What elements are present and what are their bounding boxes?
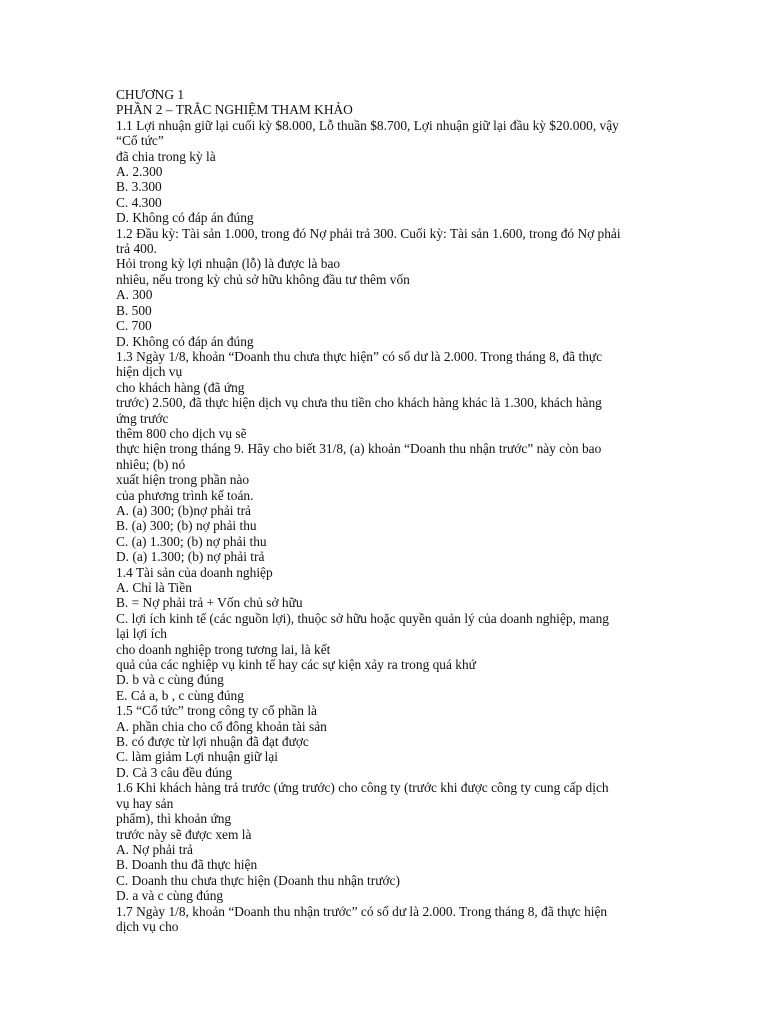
text-line: nhiêu; (b) nó (116, 456, 186, 472)
text-line: B. Doanh thu đã thực hiện (116, 857, 258, 873)
text-line: nhiêu, nếu trong kỳ chủ sở hữu không đầu tư thêm vốn (116, 271, 410, 287)
text-line: cho doanh nghiệp trong tương lai, là kết (116, 641, 331, 657)
text-line: 1.6 Khi khách hàng trả trước (ứng trước) cho công ty (trước khi được công ty cung cấp dịch (116, 780, 609, 796)
text-line: vụ hay sản (116, 795, 174, 811)
text-line: D. Không có đáp án đúng (116, 333, 254, 349)
text-line: D. Không có đáp án đúng (116, 210, 254, 226)
text-line: 1.7 Ngày 1/8, khoản “Doanh thu nhận trước” có số dư là 2.000. Trong tháng 8, đã thực hiện (116, 903, 608, 919)
text-line: trả 400. (116, 241, 157, 257)
text-line: hiện dịch vụ (116, 364, 183, 380)
text-line: D. Cả 3 câu đều đúng (116, 764, 233, 780)
text-line: Hỏi trong kỳ lợi nhuận (lỗ) là được là bao (116, 256, 341, 272)
text-line: D. (a) 1.300; (b) nợ phải trả (116, 549, 265, 565)
text-line: xuất hiện trong phần nào (116, 472, 250, 488)
text-line: cho khách hàng (đã ứng (116, 379, 245, 395)
text-line: E. Cả a, b , c cùng đúng (116, 687, 244, 703)
text-line: 1.5 “Cổ tức” trong công ty cổ phần là (116, 703, 317, 719)
text-line: B. (a) 300; (b) nợ phải thu (116, 518, 257, 534)
text-line: thực hiện trong tháng 9. Hãy cho biết 31/8, (a) khoản “Doanh thu nhận trước” này còn bao (116, 441, 602, 457)
text-line: D. a và c cùng đúng (116, 888, 224, 904)
text-line: phẩm), thì khoản ứng (116, 811, 232, 827)
text-line: A. Chỉ là Tiền (116, 580, 192, 595)
text-line: C. Doanh thu chưa thực hiện (Doanh thu nhận trước) (116, 872, 400, 888)
text-line: 1.4 Tài sản của doanh nghiệp (116, 564, 273, 580)
text-line: A. 300 (116, 287, 153, 303)
text-line: C. 700 (116, 318, 152, 334)
text-line: B. có được từ lợi nhuận đã đạt được (116, 734, 309, 750)
text-line: của phương trình kế toán. (116, 487, 254, 503)
document-text (116, 87, 661, 934)
text-line: CHƯƠNG 1 (116, 87, 185, 102)
text-line: C. làm giảm Lợi nhuận giữ lại (116, 749, 278, 765)
text-line: 1.1 Lợi nhuận giữ lại cuối kỳ $8.000, Lỗ thuần $8.700, Lợi nhuận giữ lại đầu kỳ $20.000, vậy (116, 117, 619, 133)
text-line: thêm 800 cho dịch vụ sẽ (116, 425, 247, 441)
text-line: C. (a) 1.300; (b) nợ phải thu (116, 533, 267, 549)
text-line: trước này sẽ được xem là (116, 826, 252, 842)
text-line: 1.3 Ngày 1/8, khoản “Doanh thu chưa thực hiện” có số dư là 2.000. Trong tháng 8, đã thực (116, 348, 603, 364)
text-line: PHẦN 2 – TRẮC NGHIỆM THAM KHẢO (116, 102, 353, 118)
text-line: quả của các nghiệp vụ kinh tế hay các sự kiện xảy ra trong quá khứ (116, 657, 476, 673)
text-line: A. phần chia cho cổ đông khoản tài sản (116, 718, 327, 734)
text-line: C. 4.300 (116, 194, 162, 210)
text-line: “Cổ tức” (116, 133, 164, 149)
text-line: B. = Nợ phải trả + Vốn chủ sở hữu (116, 595, 303, 611)
text-line: dịch vụ cho (116, 918, 179, 934)
text-line: A. 2.300 (116, 164, 163, 180)
text-line: D. b và c cùng đúng (116, 672, 224, 688)
text-line: C. lợi ích kinh tế (các nguồn lợi), thuộc sở hữu hoặc quyền quản lý của doanh nghiệp, mang (116, 610, 609, 626)
text-line: A. (a) 300; (b)nợ phải trả (116, 502, 251, 518)
text-line: trước) 2.500, đã thực hiện dịch vụ chưa thu tiền cho khách hàng khác là 1.300, khách hàng (116, 395, 602, 411)
text-line: lại lợi ích (116, 626, 167, 642)
text-line: B. 3.300 (116, 179, 162, 195)
text-line: 1.2 Đầu kỳ: Tài sản 1.000, trong đó Nợ phải trả 300. Cuối kỳ: Tài sản 1.600, trong đó Nợ phải (116, 225, 621, 241)
text-line: ứng trước (116, 410, 169, 426)
text-line: đã chia trong kỳ là (116, 148, 216, 164)
text-line: B. 500 (116, 302, 152, 318)
text-line: A. Nợ phải trả (116, 841, 193, 857)
